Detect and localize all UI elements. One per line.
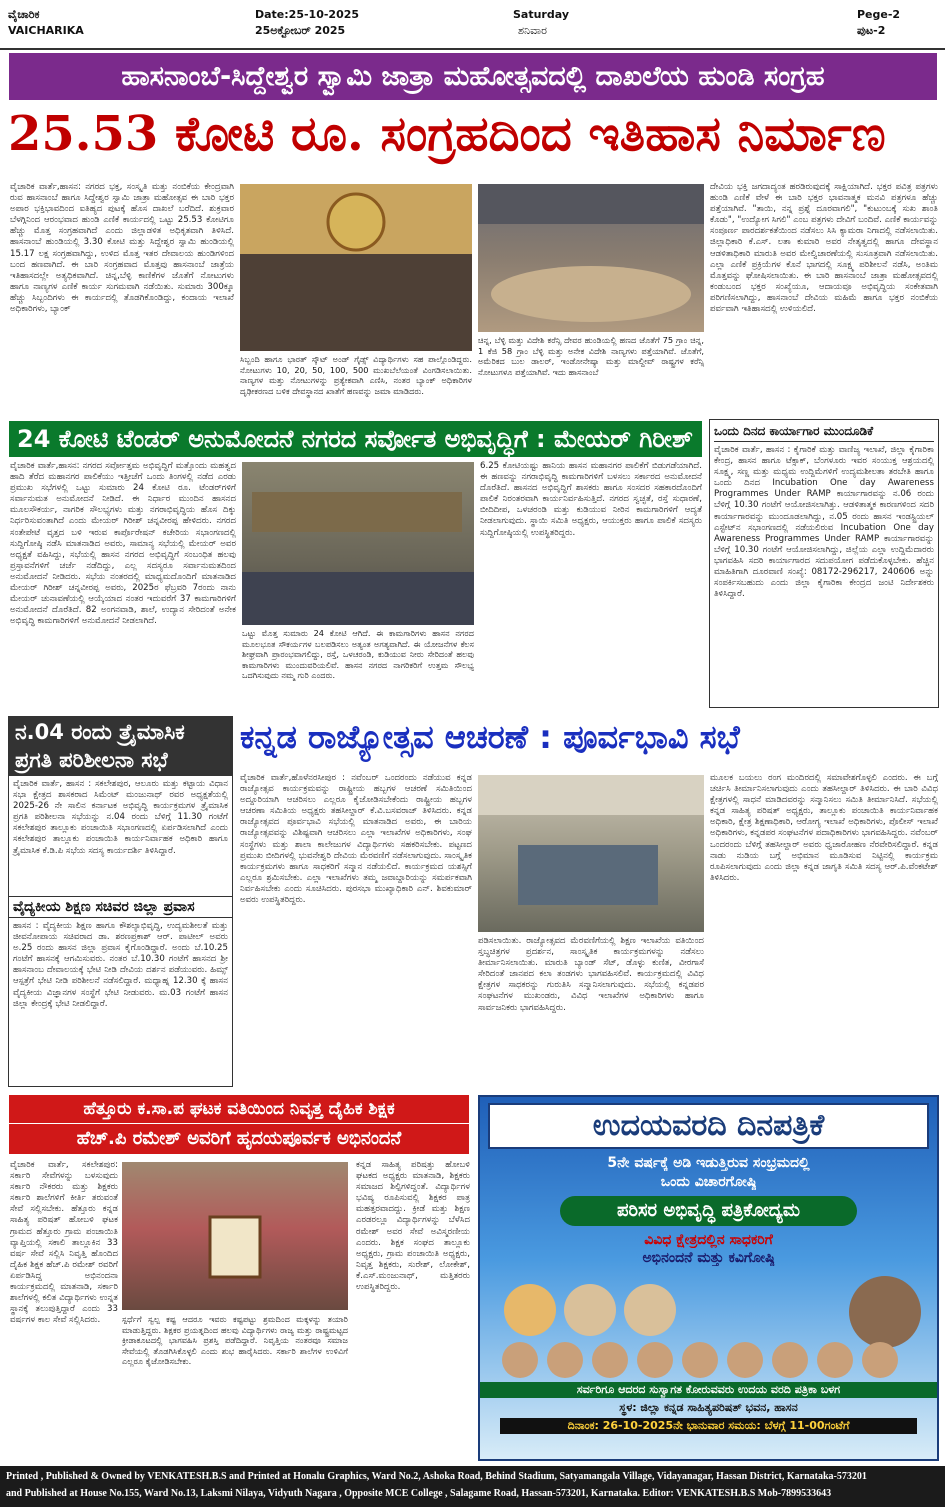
story1-column1: ವೈಚಾರಿಕ ವಾರ್ತೆ,ಹಾಸನ: ನಗರದ ಭಕ್ತ, ಸಂಸ್ಕೃತಿ ಮತ್ತು ನಂಬಿಕೆಯ ಕೇಂದ್ರವಾಗಿ ರುವ ಹಾಸನಾಂಬೆ ಹಾಗೂ ಸಿದ್ದೇಶ್ವರ ಸ್ವಾಮಿ ಜಾತ್ರಾ ಮಹೋತ್ಸವ ಈ ಬಾರಿ ಭಕ್ತರ ಅಪಾರ ಭಕ್ತಿಭಾವದಿಂದ ಐತಿಹ್ಯದ ಪುಟಕ್ಕೆ ಹೊಸ ದಾಖಲೆ ಬರೆದಿದೆ. ಶುಕ್ರವಾರ ಬೆಳಗ್ಗಿನಿಂದ ಆರಂಭವಾದ ಹುಂಡಿ ಎಣಿಕೆ ಕಾರ್ಯದಲ್ಲಿ ಒಟ್ಟು 25.53 ಕೋಟಿಗೂ ಹೆಚ್ಚು ಮೊತ್ತ ಸಂಗ್ರಹವಾಗಿದೆ ಎಂದು ಜಿಲ್ಲಾಡಳಿತ ಅಧಿಕೃತವಾಗಿ ತಿಳಿಸಿದೆ. ಹಾಸನಾಂಬೆ ಹುಂಡಿಯಲ್ಲಿ 3.30 ಕೋಟಿ ಮತ್ತು ಸಿದ್ದೇಶ್ವರ ಸ್ವಾಮಿ ಹುಂಡಿಯಲ್ಲಿ 15.17 ಲಕ್ಷ ಸಂಗ್ರಹವಾಗಿದ್ದು, ಉಳಿದ ಮೊತ್ತ ಇತರ ದೇವಾಲಯ ಹುಂಡಿಗಳಿಂದ ಬಂದ ಹಣವಾಗಿದೆ. ಈ ಬಾರಿ ಸಂಗ್ರಹವಾದ ಮೊತ್ತವು ಹಾಸನಾಂಬೆ ಜಾತ್ರೆಯ ಇತಿಹಾಸದಲ್ಲೇ ಅತ್ಯಧಿಕವಾಗಿದೆ. ಚಿನ್ನ,ಬೆಳ್ಳಿ ಕಾಣಿಕೆಗಳ ಜೊತೆಗೆ ನೋಟುಗಳು ಹಾಗೂ ನಾಣ್ಯಗಳ ಎಣಿಕೆ ಕಾರ್ಯ ಸುಗಮವಾಗಿ ನಡೆಯಿತು. ಸುಮಾರು 300ಕ್ಕೂ ಹೆಚ್ಚು ಸಿಬ್ಬಂದಿಗಳು ಈ ಕಾರ್ಯದಲ್ಲಿ ತೊಡಗಿಕೊಂಡಿದ್ದು, ಕಂದಾಯ ಇಲಾಖೆ ಅಧಿಕಾರಿಗಳು, ಬ್ಯಾಂಕ್ — [10, 182, 234, 315]
page-number-english: Pege-2 — [857, 8, 901, 21]
coin-pile — [491, 266, 691, 322]
quarterly-title-line1: ನ.04 ರಂದು ತ್ರೈಮಾಸಿಕ — [9, 717, 232, 747]
story1-caption1: ಸಿಬ್ಬಂದಿ ಹಾಗೂ ಭಾರತ್ ಸ್ಕೌಟ್ ಅಂಡ್ ಗೈಡ್ಸ್ ವಿದ್ಯಾರ್ಥಿಗಳು ಸಹ ಪಾಲ್ಗೊಂಡಿದ್ದರು. ನೋಟುಗಳು 10, 20, 50, 100, 500 ಮುಖಬೆಲೆಯಂತೆ ವಿಂಗಡಿಸಲಾಯಿತು. ನಾಣ್ಯಗಳ ಮತ್ತು ನೋಟುಗಳನ್ನು ಪ್ರತ್ಯೇಕವಾಗಿ ಎಣಿಸಿ, ನಂತರ ಬ್ಯಾಂಕ್ ಅಧಿಕಾರಿಗಳ ದೃಢೀಕರಣದ ಬಳಿಕ ದೇವಸ್ಥಾನದ ಖಾತೆಗೆ ಹಣವನ್ನು ಜಮಾ ಮಾಡಿದರು. — [240, 354, 472, 396]
felicitation-headline-line1: ಹೆತ್ತೂರು ಕ.ಸಾ.ಪ ಘಟಕ ವತಿಯಿಂದ ನಿವೃತ್ತ ದೈಹಿಕ ಶಿಕ್ಷಕ — [9, 1095, 469, 1123]
rajyotsava-headline: ಕನ್ನಡ ರಾಜ್ಯೋತ್ಸವ ಆಚರಣೆ : ಪೂರ್ವಭಾವಿ ಸಭೆ — [240, 718, 740, 756]
dais — [252, 492, 462, 532]
story1-photo-crowd-art — [240, 184, 472, 351]
felicitation-photo — [122, 1162, 348, 1310]
imprint-footer — [0, 1466, 945, 1507]
rajyotsava-photo-art — [478, 775, 704, 932]
minister-visit-body: ಹಾಸನ : ವೈದ್ಯಕೀಯ ಶಿಕ್ಷಣ ಹಾಗೂ ಕೌಶಲ್ಯಾಭಿವೃದ್ಧಿ, ಉದ್ಯಮಶೀಲತೆ ಮತ್ತು ಜೀವನೋಪಾಯ ಸಚಿವರಾದ ಡಾ. ಶರಣಪ್ರಕಾಶ್ ಆರ್. ಪಾಟೀಲ್ ಅವರು ಅ.25 ರಂದು ಹಾಸನ ಜಿಲ್ಲಾ ಪ್ರವಾಸ ಕೈಗೊಂಡಿದ್ದಾರೆ. ಅಂದು ಬೆ.10.25 ಗಂಟೆಗೆ ಹಾಸನಕ್ಕೆ ಆಗಮಿಸುವರು. ನಂತರ ಬೆ.10.30 ಗಂಟೆಗೆ ಹಾಸನದ ಶ್ರೀ ಹಾಸನಾಂಬ ದೇವಾಲಯಕ್ಕೆ ಭೇಟಿ ನೀಡಿ ದೇವಿಯ ದರ್ಶನ ಪಡೆಯುವರು. ಹಿಮ್ಸ್ ಆಸ್ಪತ್ರೆಗೆ ಭೇಟಿ ನೀಡಿ ಪರಿಶೀಲನೆ ನಡೆಸಲಿದ್ದಾರೆ. ಮಧ್ಯಾಹ್ನ 12.30 ಕ್ಕೆ ಹಾಸನ ವೈದ್ಯಕೀಯ ವಿಜ್ಞಾನಗಳ ಸಂಸ್ಥೆಗೆ ಭೇಟಿ ನೀಡುವರು. ಮ.03 ಗಂಟೆಗೆ ಹಾಸನ ಜಿಲ್ಲಾ ಕೇಂದ್ರಕ್ಕೆ ಭೇಟಿ ನೀಡಲಿದ್ದಾರೆ. — [13, 921, 228, 1009]
story1-photo-crowd — [240, 184, 472, 351]
felicitation-caption: ಸ್ಪರ್ಧೆಗೆ ಸ್ವಲ್ಪ ಕಷ್ಟ ಆದರೂ ಇವರು ಕಷ್ಟಪಟ್ಟು ಶ್ರಮದಿಂದ ಮಕ್ಕಳನ್ನು ತಯಾರಿ ಮಾಡುತ್ತಿದ್ದರು. ಶಿಕ್ಷಕರ ಪ್ರಯತ್ನದಿಂದ ಹಲವು ವಿದ್ಯಾರ್ಥಿಗಳು ರಾಜ್ಯ ಮತ್ತು ರಾಷ್ಟ್ರಮಟ್ಟದ ಕ್ರೀಡಾಕೂಟದಲ್ಲಿ ಭಾಗವಹಿಸಿ ಪ್ರಶಸ್ತಿ ಪಡೆದಿದ್ದಾರೆ. ನಿವೃತ್ತಿಯ ನಂತರವೂ ಸಮಾಜ ಸೇವೆಯಲ್ಲಿ ತೊಡಗಿಸಿಕೊಳ್ಳಲಿ ಎಂದು ಶುಭ ಹಾರೈಸಿದರು. ಸರ್ಕಾರಿ ಶಾಲೆಗಳ ಉಳಿವಿಗೆ ಎಲ್ಲರೂ ಕೈಜೋಡಿಸಬೇಕು. — [122, 1314, 348, 1367]
portrait-row2-9 — [862, 1342, 898, 1378]
quarterly-title-line2: ಪ್ರಗತಿ ಪರಿಶೀಲನಾ ಸಭೆ — [9, 747, 232, 776]
top-banner: ಹಾಸನಾಂಬೆ-ಸಿದ್ದೇಶ್ವರ ಸ್ವಾಮಿ ಜಾತ್ರಾ ಮಹೋತ್ಸವದಲ್ಲಿ ದಾಖಲೆಯ ಹುಂಡಿ ಸಂಗ್ರಹ — [9, 53, 937, 100]
ad-line4: ವಿವಿಧ ಕ್ಷೇತ್ರದಲ್ಲಿನ ಸಾಧಕರಿಗೆ — [644, 1232, 773, 1248]
date-english: Date:25-10-2025 — [255, 8, 360, 21]
felicitation-headline-line2: ಹೆಚ್.ಪಿ ರಮೇಶ್ ಅವರಿಗೆ ಹೃದಯಪೂರ್ವಕ ಅಭಿನಂದನೆ — [9, 1124, 469, 1154]
crowd — [240, 254, 472, 351]
story1-column4: ದೇವಿಯ ಭಕ್ತಿ ಜಗದಾದ್ಯಂತ ಹರಡಿರುವುದಕ್ಕೆ ಸಾಕ್ಷಿಯಾಗಿದೆ. ಭಕ್ತರ ಪವಿತ್ರ ಪತ್ರಗಳು ಹುಂಡಿ ಎಣಿಕೆ ವೇಳೆ ಈ ಬಾರಿ ಭಕ್ತರ ಭಾವನಾತ್ಮಕ ಮನವಿ ಪತ್ರಗಳೂ ಹೆಚ್ಚು ಪತ್ತೆಯಾಗಿವೆ. "ತಾಯಿ, ನನ್ನ ಪ್ರಶ್ನೆ ದೂರವಾಗಲಿ", "ಕುಟುಂಬಕ್ಕೆ ಸುಖ ಶಾಂತಿ ಕೊಡು", "ಉದ್ಯೋಗ ಸಿಗಲಿ" ಎಂಬ ಪತ್ರಗಳು ದೇವಿಗೆ ಬಂದಿವೆ. ಎಣಿಕೆ ಕಾರ್ಯವನ್ನು ಸಂಪೂರ್ಣ ಪಾರದರ್ಶಕತೆಯಿಂದ ನಡೆಸಲು ಸಿಸಿ ಕ್ಯಾಮರಾ ನಿಗಾದಲ್ಲಿ ನಡೆಸಲಾಯಿತು. ಜಿಲ್ಲಾಧಿಕಾರಿ ಕೆ.ಎಸ್. ಲತಾ ಕುಮಾರಿ ಅವರ ನೇತೃತ್ವದಲ್ಲಿ ಹಾಗೂ ದೇವಸ್ಥಾನ ಆಡಳಿತಾಧಿಕಾರಿ ಮಾರುತಿ ಅವರ ಮೇಲ್ವಿಚಾರಣೆಯಲ್ಲಿ ಸುಸೂತ್ರವಾಗಿ ನಡೆಸಲಾಯಿತು. ಎಲ್ಲಾ ಎಣಿಕೆ ಪ್ರಕ್ರಿಯೆಗಳ ಕೊನೆ ಭಾಗದಲ್ಲಿ ಸೂಕ್ಷ್ಮ ಪರಿಶೀಲನೆ ನಡೆಸಿ, ಅಂತಿಮ ಮೊತ್ತವನ್ನು ಘೋಷಿಸಲಾಯಿತು. ಈ ಬಾರಿ ಹಾಸನಾಂಬೆ ಜಾತ್ರಾ ಮಹೋತ್ಸವದಲ್ಲಿ ಕಂಡುಬಂದ ಭಕ್ತರ ಸಂಖ್ಯೆಯೂ, ಆದಾಯವೂ ಅಭಿವೃದ್ಧಿಯ ಸಂಕೇತವಾಗಿ ಪರಿಗಣಿಸಲಾಗಿದ್ದು, ಹಾಸನಾಂಬೆ ದೇವಿಯ ಮಹಿಮೆ ಹಾಗೂ ಭಕ್ತರ ನಂಬಿಕೆಯ ಪರ್ವವಾಗಿ ಇತಿಹಾಸದಲ್ಲಿ ಉಳಿಯಲಿದೆ. — [710, 182, 938, 315]
felicitation-photo-art — [122, 1162, 348, 1310]
honour-frame — [210, 1217, 260, 1277]
meeting-room-wall — [478, 775, 704, 815]
paper-name-kannada: ವೈಚಾರಿಕ — [8, 8, 40, 21]
story2-headline: 24 ಕೋಟಿ ಟೆಂಡರ್ ಅನುಮೋದನೆ ನಗರದ ಸರ್ವೋತ ಅಭಿವೃದ್ಧಿಗೆ : ಮೇಯರ್ ಗಿರೀಶ್ — [9, 421, 702, 457]
portrait-row2-7 — [772, 1342, 808, 1378]
hall-wall — [478, 184, 704, 224]
main-headline: 25.53 ಕೋಟಿ ರೂ. ಸಂಗ್ರಹದಿಂದ ಇತಿಹಾಸ ನಿರ್ಮಾಣ — [8, 110, 886, 162]
paper-name-english: VAICHARIKA — [8, 24, 84, 37]
ad-portraits — [480, 1270, 939, 1380]
portrait-row2-6 — [727, 1342, 763, 1378]
date-kannada: 25ಅಕ್ಟೋಬರ್ 2025 — [255, 24, 346, 37]
imprint-line2: and Published at House No.155, Ward No.13, Laksmi Nilaya, Vidyuth Nagara , Opposite MCE College , Salagame Road, Hassan-573201, Karnataka. Editor: VENKATESH.B.S Mob-7899533643 — [6, 1488, 832, 1499]
story2-column1: ವೈಚಾರಿಕ ವಾರ್ತೆ,ಹಾಸನ: ನಗರದ ಸರ್ವೋತ್ತಮ ಅಭಿವೃದ್ಧಿಗೆ ಮತ್ತೊಂದು ಮಹತ್ವದ ಹಾದಿ ತೆರೆದ ಮಹಾನಗರ ಪಾಲಿಕೆಯು ಇತ್ತೀಚೆಗೆ ಒಂದು ತಿಂಗಳಲ್ಲಿ ನಡೆದ ಎರಡು ಪ್ರಮುಖ ಸಭೆಗಳಲ್ಲಿ ಒಟ್ಟು ಸುಮಾರು 24 ಕೋಟಿ ರೂ. ಟೆಂಡರ್‌ಗಳಿಗೆ ಸರ್ವಾನುಮತ ಅನುಮೋದನೆ ನೀಡಿದೆ. ಈ ನಿರ್ಧಾರ ಮುಂದಿನ ಹಾಸನದ ಮೂಲಸೌಕರ್ಯ, ನಾಗರಿಕ ಸೌಲಭ್ಯಗಳು ಮತ್ತು ನಗರಾಭಿವೃದ್ಧಿಯ ಹೊಸ ದಿಕ್ಕು ನಿರ್ಧರಿಸುವಂತಾಗಿದೆ ಎಂದು ಮೇಯರ್ ಗಿರೀಶ್ ಚನ್ನವೀರಪ್ಪ ಹೇಳಿದರು. ನಗರದ ಸಂತೇಪೇಟೆ ವೃತ್ತದ ಬಳಿ ಇರುವ ಕಾರ್ಪೊರೇಷನ್ ಕಚೇರಿಯ ಸಭಾಂಗಣದಲ್ಲಿ ಸುದ್ದಿಗೋಷ್ಠಿ ನಡೆಸಿ ಮಾತನಾಡಿದ ಅವರು, ಸಾಮಾನ್ಯ ಸಭೆಯಲ್ಲಿ ಮೇಯರ್ ಅವರ ಅಧ್ಯಕ್ಷತೆ ವಹಿಸಿದ್ದು, ಸಭೆಯಲ್ಲಿ ಹಾಸನ ನಗರದ ಅಭಿವೃದ್ಧಿಗೆ ಸಂಬಂಧಿತ ಹಲವು ಪ್ರಸ್ತಾವನೆಗಳಿಗೆ ಚರ್ಚೆ ನಡೆದಿದ್ದು, ಎಲ್ಲ ಸದಸ್ಯರೂ ಸರ್ವಾನುಮತದಿಂದ ಅನುಮೋದನೆ ನೀಡಿದರು. ಸಭೆಯ ನಂತರದಲ್ಲಿ ಮಾಧ್ಯಮದೊಂದಿಗೆ ಮಾತನಾಡಿದ ಮೇಯರ್ ಗಿರೀಶ್ ಚನ್ನವೀರಪ್ಪ ಅವರು, 2025ರ ಫೆಬ್ರವರಿ 7ರಂದು ನಾನು ಮೇಯರ್ ಚುನಾವಣೆಯಲ್ಲಿ ಆಯ್ಕೆಯಾದ ನಂತರ ಇದುವರೆಗೆ 37 ಕಾಮಗಾರಿಗಳಿಗೆ ಅನುಮೋದನೆ ದೊರೆತಿದೆ. 82 ಅಂಗನವಾಡಿ, ಶಾಲೆ, ಉದ್ಯಾನ ಸೇರಿದಂತೆ ಅನೇಕ ಅಭಿವೃದ್ಧಿ ಕಾಮಗಾರಿಗಳಿಗೆ ಅನುಮೋದನೆ ನೀಡಲಾಗಿದೆ. — [10, 461, 236, 627]
audience — [242, 572, 474, 625]
ad-line7: ಸ್ಥಳ: ಜಿಲ್ಲಾ ಕನ್ನಡ ಸಾಹಿತ್ಯಪರಿಷತ್ ಭವನ, ಹಾಸನ — [619, 1401, 798, 1414]
quarterly-review-box — [8, 716, 233, 1087]
story1-caption2: ಚಿನ್ನ, ಬೆಳ್ಳಿ ಮತ್ತು ವಿದೇಶಿ ಕರೆನ್ಸಿ ದೇವರ ಹುಂಡಿಯಲ್ಲಿ ಹಣದ ಜೊತೆಗೆ 75 ಗ್ರಾಂ ಚಿನ್ನ, 1 ಕೆಜಿ 58 ಗ್ರಾಂ ಬೆಳ್ಳಿ ಮತ್ತು ಅನೇಕ ವಿದೇಶಿ ನಾಣ್ಯಗಳು ಪತ್ತೆಯಾಗಿವೆ. ಜೊತೆಗೆ, ಅಮೆರಿಕದ ಬುಲ ಡಾಲರ್, ಇಂಡೋನೇಷ್ಯಾ ಮತ್ತು ಮಾಲ್ದೀವ್ ರಾಷ್ಟ್ರಗಳ ಕರೆನ್ಸಿ ನೋಟುಗಳೂ ಪತ್ತೆಯಾಗಿವೆ. ಇದು ಹಾಸನಾಂಬೆ — [478, 335, 704, 377]
day-kannada: ಶನಿವಾರ — [518, 24, 547, 37]
story2-photo-art — [242, 462, 474, 625]
portrait-row2-2 — [547, 1342, 583, 1378]
temple-arch — [328, 194, 384, 250]
portrait-row2-1 — [502, 1342, 538, 1378]
ad-line1: 5ನೇ ವರ್ಷಕ್ಕೆ ಅಡಿ ಇಡುತ್ತಿರುವ ಸಂಭ್ರಮದಲ್ಲಿ — [607, 1155, 810, 1171]
quarterly-body: ವೈಚಾರಿಕ ವಾರ್ತೆ, ಹಾಸನ : ಸಕಲೇಶಪುರ, ಆಲೂರು ಮತ್ತು ಕಟ್ಟಾಯ ವಿಧಾನ ಸಭಾ ಕ್ಷೇತ್ರದ ಶಾಸಕರಾದ ಸಿಮೆಂಟ್ ಮಂಜುನಾಥ್ ರವರ ಅಧ್ಯಕ್ಷತೆಯಲ್ಲಿ 2025-26 ನೇ ಸಾಲಿನ ಕರ್ನಾಟಕ ಅಭಿವೃದ್ಧಿ ಕಾರ್ಯಕ್ರಮಗಳ ತ್ರೈಮಾಸಿಕ ಪ್ರಗತಿ ಪರಿಶೀಲನಾ ಸಭೆಯನ್ನು ನ.04 ರಂದು ಬೆಳಿಗ್ಗೆ 11.30 ಗಂಟೆಗೆ ಸಕಲೇಶಪುರ ತಾಲ್ಲೂಕು ಪಂಚಾಯಿತಿ ಸಭಾಂಗಣದಲ್ಲಿ ಏರ್ಪಡಿಸಲಾಗಿದೆ ಎಂದು ಸಕಲೇಶಪುರ ತಾಲ್ಲೂಕು ಪಂಚಾಯಿತಿ ಕಾರ್ಯನಿರ್ವಾಹಕ ಅಧಿಕಾರಿ ಹಾಗೂ ತ್ರೈಮಾಸಿಕ ಕೆ.ಡಿ.ಪಿ ಸಭೆಯ ಸದಸ್ಯ ಕಾರ್ಯದರ್ಶಿ ತಿಳಿಸಿದ್ದಾರೆ. — [13, 779, 228, 856]
story1-photo-counting-art — [478, 184, 704, 332]
story1-photo-counting — [478, 184, 704, 332]
meeting-table — [518, 845, 658, 905]
advertisement — [478, 1095, 939, 1461]
portrait-2 — [564, 1284, 616, 1336]
felicitation-column3: ಕನ್ನಡ ಸಾಹಿತ್ಯ ಪರಿಷತ್ತು ಹೋಬಳಿ ಘಟಕದ ಅಧ್ಯಕ್ಷರು ಮಾತನಾಡಿ, ಶಿಕ್ಷಕರು ಸಮಾಜದ ಶಿಲ್ಪಿಗಳಿದ್ದಂತೆ. ವಿದ್ಯಾರ್ಥಿಗಳ ಭವಿಷ್ಯ ರೂಪಿಸುವಲ್ಲಿ ಶಿಕ್ಷಕರ ಪಾತ್ರ ಮಹತ್ತರವಾದದ್ದು. ಕ್ರೀಡೆ ಮತ್ತು ಶಿಕ್ಷಣ ಎರಡರಲ್ಲೂ ವಿದ್ಯಾರ್ಥಿಗಳನ್ನು ಬೆಳೆಸಿದ ರಮೇಶ್ ಅವರ ಸೇವೆ ಅವಿಸ್ಮರಣೀಯ ಎಂದರು. ಶಿಕ್ಷಕ ಸಂಘದ ತಾಲ್ಲೂಕು ಅಧ್ಯಕ್ಷರು, ಗ್ರಾಮ ಪಂಚಾಯಿತಿ ಅಧ್ಯಕ್ಷರು, ನಿವೃತ್ತ ಶಿಕ್ಷಕರು, ಸುರೇಶ್, ಲೋಕೇಶ್, ಕೆ.ಎಸ್.ಮಂಜುನಾಥ್, ಮತ್ತಿತರರು ಉಪಸ್ಥಿತರಿದ್ದರು. — [356, 1160, 470, 1293]
ad-title: ಉದಯವರದಿ ದಿನಪತ್ರಿಕೆ — [488, 1103, 929, 1149]
felicitation-column1: ವೈಚಾರಿಕ ವಾರ್ತೆ, ಸಕಲೇಶಪುರ: ಸರ್ಕಾರಿ ಸೇವೆಗಳನ್ನು ಬಳಸುವುದು ಸರ್ಕಾರಿ ನೌಕರರು ಮತ್ತು ಶಿಕ್ಷಕರು ಸರ್ಕಾರಿ ಶಾಲೆಗಳಿಗೆ ಕೀರ್ತಿ ತರುವಂತೆ ಸೇವೆ ಸಲ್ಲಿಸಬೇಕು. ಹೆತ್ತೂರು ಕನ್ನಡ ಸಾಹಿತ್ಯ ಪರಿಷತ್ ಹೋಬಳಿ ಘಟಕ ಗ್ರಾಮದ ಹೆತ್ತೂರು ಗ್ರಾಮ ಪಂಚಾಯಿತಿ ವ್ಯಾಪ್ತಿಯಲ್ಲಿ ಸಕಾಲಿ ತಾಲ್ಲೂಕಿನ 33 ವರ್ಷ ಸೇವೆ ಸಲ್ಲಿಸಿ ನಿವೃತ್ತಿ ಹೊಂದಿದ ದೈಹಿಕ ಶಿಕ್ಷಕ ಹೆಚ್.ಪಿ ರಮೇಶ್ ರವರಿಗೆ ಏರ್ಪಡಿಸಿದ್ದ ಅಭಿನಂದನಾ ಕಾರ್ಯಕ್ರಮದಲ್ಲಿ ಮಾತನಾಡಿ, ಸರ್ಕಾರಿ ಶಾಲೆಗಳಲ್ಲಿ ಕಲಿತ ವಿದ್ಯಾರ್ಥಿಗಳು ಉನ್ನತ ಸ್ಥಾನಕ್ಕೆ ತಲುಪುತ್ತಿದ್ದಾರೆ ಎಂದು 33 ವರ್ಷಗಳ ಕಾಲ ಸೇವೆ ಸಲ್ಲಿಸಿದರು. — [10, 1160, 118, 1326]
ad-line3: ಪರಿಸರ ಅಭಿವೃದ್ಧಿ ಪತ್ರಿಕೋದ್ಯಮ — [560, 1196, 857, 1226]
masthead — [0, 0, 945, 50]
ad-line2: ಒಂದು ವಿಚಾರಗೋಷ್ಠಿ — [660, 1174, 757, 1190]
workshop-notice-box — [709, 419, 939, 708]
story2-column3: 6.25 ಕೋಟಿಯಷ್ಟು ಹಾನಿಯ ಹಾಸನ ಮಹಾನಗರ ಪಾಲಿಕೆಗೆ ಬಿಡುಗಡೆಯಾಗಿದೆ. ಈ ಹಣವನ್ನು ನಗರಾಭಿವೃದ್ಧಿ ಕಾಮಗಾರಿಗಳಿಗೆ ಬಳಸಲು ಸರ್ಕಾರದ ಅನುಮೋದನೆ ದೊರೆತಿದೆ. ಹಾಸನದ ಅಭಿವೃದ್ಧಿಗೆ ಶಾಸಕರು ಹಾಗೂ ಸಂಸದರ ಸಹಕಾರದೊಂದಿಗೆ ಪಾಲಿಕೆ ನಿರಂತರವಾಗಿ ಕಾರ್ಯನಿರ್ವಹಿಸುತ್ತಿದೆ. ನಗರದ ಸ್ವಚ್ಛತೆ, ರಸ್ತೆ ಸುಧಾರಣೆ, ಬೀದಿದೀಪ, ಒಳಚರಂಡಿ ಮತ್ತು ಕುಡಿಯುವ ನೀರಿನ ಕಾಮಗಾರಿಗಳಿಗೆ ಆದ್ಯತೆ ನೀಡಲಾಗುವುದು. ಸ್ಥಾಯಿ ಸಮಿತಿ ಅಧ್ಯಕ್ಷರು, ಆಯುಕ್ತರು ಹಾಗೂ ಪಾಲಿಕೆ ಸದಸ್ಯರು ಸುದ್ದಿಗೋಷ್ಠಿಯಲ್ಲಿ ಉಪಸ್ಥಿತರಿದ್ದರು. — [480, 461, 702, 538]
imprint-line1: Printed , Published & Owned by VENKATESH.B.S and Printed at Honalu Graphics, Ward No.2, Ashoka Road, Behind Stadium, Satyamangala Village, Vidayanagar, Hassan District, Karnataka-573201 — [6, 1471, 867, 1482]
day-english: Saturday — [513, 8, 569, 21]
ad-line8: ದಿನಾಂಕ: 26-10-2025ನೇ ಭಾನುವಾರ ಸಮಯ: ಬೆಳಗ್ಗೆ 11-00ಗಂಟೆಗೆ — [500, 1418, 917, 1434]
portrait-row2-8 — [817, 1342, 853, 1378]
rajyotsava-column1: ವೈಚಾರಿಕ ವಾರ್ತೆ,ಹೊಳೆನರಸೀಪುರ : ನವೆಂಬರ್ ಒಂದರಂದು ನಡೆಯುವ ಕನ್ನಡ ರಾಜ್ಯೋತ್ಸವ ಕಾರ್ಯಕ್ರಮವನ್ನು ರಾಷ್ಟ್ರೀಯ ಹಬ್ಬಗಳ ಆಚರಣೆ ಸಮಿತಿಯಿಂದ ಅದ್ದೂರಿಯಾಗಿ ಆಚರಿಸಲು ಎಲ್ಲರೂ ಕೈಜೋಡಿಸಬೇಕೆಂದು ರಾಷ್ಟ್ರೀಯ ಹಬ್ಬಗಳ ಆಚರಣಾ ಸಮಿತಿಯ ಅಧ್ಯಕ್ಷರು ತಹಸೀಲ್ದಾರ್ ಕೆ.ವಿ.ಬಸವರಾಜ್ ತಿಳಿಸಿದರು. ಕನ್ನಡ ರಾಜ್ಯೋತ್ಸವದ ಪೂರ್ವಭಾವಿ ಸಭೆಯಲ್ಲಿ ಮಾತನಾಡಿದ ಅವರು, ಈ ಬಾರಿಯ ರಾಜ್ಯೋತ್ಸವವನ್ನು ವಿಶಿಷ್ಟವಾಗಿ ಆಚರಿಸಲು ಎಲ್ಲಾ ಇಲಾಖೆಗಳ ಅಧಿಕಾರಿಗಳು, ಸಂಘ ಸಂಸ್ಥೆಗಳು ಮತ್ತು ಶಾಲಾ ಕಾಲೇಜುಗಳ ವಿದ್ಯಾರ್ಥಿಗಳು ಸಹಕರಿಸಬೇಕು. ಪಟ್ಟಣದ ಪ್ರಮುಖ ಬೀದಿಗಳಲ್ಲಿ ಭುವನೇಶ್ವರಿ ದೇವಿಯ ಮೆರವಣಿಗೆ ನಡೆಸಲಾಗುವುದು. ಸಾಂಸ್ಕೃತಿಕ ಕಾರ್ಯಕ್ರಮಗಳು ಹಾಗೂ ಸಾಧಕರಿಗೆ ಸನ್ಮಾನ ನಡೆಯಲಿದೆ. ಕಾರ್ಯಕ್ರಮದ ಯಶಸ್ಸಿಗೆ ಎಲ್ಲರೂ ಶ್ರಮಿಸಬೇಕು. ಎಲ್ಲಾ ಇಲಾಖೆಗಳು ತಮ್ಮ ಜವಾಬ್ದಾರಿಯನ್ನು ಸಮರ್ಪಕವಾಗಿ ನಿರ್ವಹಿಸಬೇಕು ಎಂದು ಸೂಚಿಸಿದರು. ಪುರಸಭಾ ಮುಖ್ಯಾಧಿಕಾರಿ ಎನ್. ಶಿವಕುಮಾರ್ ಅವರು ಉಪಸ್ಥಿತರಿದ್ದರು. — [240, 773, 472, 906]
portrait-row2-5 — [682, 1342, 718, 1378]
rajyotsava-column2: ಪಡಿಸಲಾಯಿತು. ರಾಜ್ಯೋತ್ಸವದ ಮೆರವಣಿಗೆಯಲ್ಲಿ ಶಿಕ್ಷಣ ಇಲಾಖೆಯ ವತಿಯಿಂದ ಸ್ತಬ್ಧಚಿತ್ರಗಳ ಪ್ರದರ್ಶನ, ಸಾಂಸ್ಕೃತಿಕ ಕಾರ್ಯಕ್ರಮಗಳನ್ನು ನಡೆಸಲು ತೀರ್ಮಾನಿಸಲಾಯಿತು. ಮಾರುತಿ ಬ್ಯಾಂಡ್ ಸೆಟ್, ಡೊಳ್ಳು ಕುಣಿತ, ವೀರಗಾಸೆ ಸೇರಿದಂತೆ ಜಾನಪದ ಕಲಾ ತಂಡಗಳು ಭಾಗವಹಿಸಲಿವೆ. ಕಾರ್ಯಕ್ರಮದಲ್ಲಿ ವಿವಿಧ ಕ್ಷೇತ್ರಗಳ ಸಾಧಕರನ್ನು ಗುರುತಿಸಿ ಸನ್ಮಾನಿಸಲಾಗುವುದು. ಸಭೆಯಲ್ಲಿ ಕನ್ನಡಪರ ಸಂಘಟನೆಗಳ ಮುಖಂಡರು, ವಿವಿಧ ಇಲಾಖೆಗಳ ಅಧಿಕಾರಿಗಳು ಹಾಗೂ ಸಾರ್ವಜನಿಕರು ಭಾಗವಹಿಸಿದ್ದರು. — [478, 936, 704, 1013]
rajyotsava-photo — [478, 775, 704, 932]
ad-line6: ಸರ್ವರಿಗೂ ಆದರದ ಸುಸ್ವಾಗತ ಕೋರುವವರು ಉದಯ ವರದಿ ಪತ್ರಿಕಾ ಬಳಗ — [480, 1382, 937, 1398]
workshop-notice-body: ವೈಚಾರಿಕ ವಾರ್ತೆ, ಹಾಸನ : ಕೈಗಾರಿಕೆ ಮತ್ತು ವಾಣಿಜ್ಯ ಇಲಾಖೆ, ಜಿಲ್ಲಾ ಕೈಗಾರಿಕಾ ಕೇಂದ್ರ, ಹಾಸನ ಹಾಗೂ ಟೆಕ್ಸಾಕ್, ಬೆಂಗಳೂರು ಇವರ ಸಂಯುಕ್ತ ಆಶ್ರಯದಲ್ಲಿ ಸೂಕ್ಷ್ಮ, ಸಣ್ಣ ಮತ್ತು ಮಧ್ಯಮ ಉದ್ದಿಮೆಗಳಿಗೆ ಉದ್ಯಮಶೀಲತಾ ತರಬೇತಿ ಹಾಗೂ ಒಂದು ದಿನದ Incubation One day Awareness Programmes Under RAMP ಕಾರ್ಯಾಗಾರವನ್ನು ನ.06 ರಂದು ಬೆಳಿಗ್ಗೆ 10.30 ಗಂಟೆಗೆ ಆಯೋಜಿಸಲಾಗಿತ್ತು. ಆಡಳಿತಾತ್ಮಕ ಕಾರಣಗಳಿಂದ ಸದರಿ ಕಾರ್ಯಾಗಾರವನ್ನು ಮುಂದೂಡಲಾಗಿದ್ದು, ನ.05 ರಂದು ಹಾಸನ ಇಂಡಸ್ಟ್ರಿಯಲ್ ಎಸ್ಟೇಟ್‌ನ ಸಭಾಂಗಣದಲ್ಲಿ ನಡೆಯಲಿರುವ Incubation One day Awareness Programmes Under RAMP ಕಾರ್ಯಾಗಾರವನ್ನು ಬೆಳಿಗ್ಗೆ 10.30 ಗಂಟೆಗೆ ಆಯೋಜಿಸಲಾಗಿದ್ದು, ಜಿಲ್ಲೆಯ ಎಲ್ಲಾ ಉದ್ದಿಮೆದಾರರು ಭಾಗವಹಿಸಿ ಸದರಿ ಕಾರ್ಯಾಗಾರದ ಸದುಪಯೋಗ ಪಡೆದುಕೊಳ್ಳಬೇಕು. ಹೆಚ್ಚಿನ ಮಾಹಿತಿಗಾಗಿ ದೂರವಾಣಿ ಸಂಖ್ಯೆ: 08172-296217, 240606 ಅನ್ನು ಸಂಪರ್ಕಿಸಬಹುದು ಎಂದು ಜಿಲ್ಲಾ ಕೈಗಾರಿಕಾ ಕೇಂದ್ರದ ಜಂಟಿ ನಿರ್ದೇಶಕರು ತಿಳಿಸಿದ್ದಾರೆ. — [714, 445, 934, 600]
rajyotsava-column3: ಮೂಲಕ ಬಯಲು ರಂಗ ಮಂದಿರದಲ್ಲಿ ಸಮಾವೇಶಗೊಳ್ಳಲಿ ಎಂದರು. ಈ ಬಗ್ಗೆ ಚರ್ಚಿಸಿ ತೀರ್ಮಾನಿಸಲಾಗುವುದು ಎಂದು ತಹಸೀಲ್ದಾರ್ ತಿಳಿಸಿದರು. ಈ ಬಾರಿ ವಿವಿಧ ಕ್ಷೇತ್ರಗಳಲ್ಲಿ ಸಾಧನೆ ಮಾಡಿದವರನ್ನು ಸನ್ಮಾನಿಸಲು ಸಮಿತಿ ತೀರ್ಮಾನಿಸಿದೆ. ಸಭೆಯಲ್ಲಿ ಕನ್ನಡ ಸಾಹಿತ್ಯ ಪರಿಷತ್ ಅಧ್ಯಕ್ಷರು, ತಾಲ್ಲೂಕು ಪಂಚಾಯಿತಿ ಕಾರ್ಯನಿರ್ವಾಹಕ ಅಧಿಕಾರಿ, ಕ್ಷೇತ್ರ ಶಿಕ್ಷಣಾಧಿಕಾರಿ, ಆರೋಗ್ಯ ಇಲಾಖೆ ಅಧಿಕಾರಿಗಳು, ಪೊಲೀಸ್ ಇಲಾಖೆ ಅಧಿಕಾರಿಗಳು, ಕನ್ನಡಪರ ಸಂಘಟನೆಗಳ ಪದಾಧಿಕಾರಿಗಳು ಭಾಗವಹಿಸಿದ್ದರು. ನವೆಂಬರ್ ಒಂದರಂದು ಬೆಳಿಗ್ಗೆ ತಹಸೀಲ್ದಾರ್ ಅವರು ಧ್ವಜಾರೋಹಣ ನೆರವೇರಿಸಲಿದ್ದಾರೆ. ಕನ್ನಡ ನಾಡು ನುಡಿಯ ಬಗ್ಗೆ ಅಭಿಮಾನ ಮೂಡಿಸುವ ನಿಟ್ಟಿನಲ್ಲಿ ಕಾರ್ಯಕ್ರಮ ರೂಪಿಸಲಾಗುವುದು ಎಂದು ಜಿಲ್ಲಾ ಕನ್ನಡ ಜಾಗೃತಿ ಸಮಿತಿ ಸದಸ್ಯ ಆರ್.ಪಿ.ವೆಂಕಟೇಶ್ ತಿಳಿಸಿದರು. — [710, 773, 938, 883]
workshop-notice-title: ಒಂದು ದಿನದ ಕಾರ್ಯಾಗಾರ ಮುಂದೂಡಿಕೆ — [714, 424, 934, 442]
portrait-3 — [624, 1284, 676, 1336]
story2-caption: ಒಟ್ಟು ಮೊತ್ತ ಸುಮಾರು 24 ಕೋಟಿ ಆಗಿದೆ. ಈ ಕಾಮಗಾರಿಗಳು ಹಾಸನ ನಗರದ ಮೂಲಭೂತ ಸೌಕರ್ಯಗಳ ಬಲಪಡಿಸಲು ಅತ್ಯಂತ ಅಗತ್ಯವಾಗಿದೆ. ಈ ಯೋಜನೆಗಳ ಕೆಲಸ ಶೀಘ್ರವಾಗಿ ಪ್ರಾರಂಭವಾಗಲಿದ್ದು, ರಸ್ತೆ, ಒಳಚರಂಡಿ, ಕುಡಿಯುವ ನೀರು ಸೇರಿದಂತೆ ಹಲವು ಕಾಮಗಾರಿಗಳು ಮುಂದುವರಿಯಲಿವೆ. ಹಾಸನ ನಗರದ ನಾಗರಿಕರಿಗೆ ಉತ್ತಮ ಸೌಲಭ್ಯ ಒದಗಿಸುವುದು ನಮ್ಮ ಗುರಿ ಎಂದರು. — [242, 628, 474, 681]
portrait-row2-3 — [592, 1342, 628, 1378]
story2-photo-meeting — [242, 462, 474, 625]
portrait-1 — [504, 1284, 556, 1336]
ad-line5: ಅಭಿನಂದನೆ ಮತ್ತು ಕವಿಗೋಷ್ಠಿ — [642, 1250, 775, 1266]
minister-visit-title: ವೈದ್ಯಕೀಯ ಶಿಕ್ಷಣ ಸಚಿವರ ಜಿಲ್ಲಾ ಪ್ರವಾಸ — [9, 896, 232, 918]
page-number-kannada: ಪುಟ-2 — [857, 24, 886, 37]
portrait-row2-4 — [637, 1342, 673, 1378]
portrait-main — [849, 1276, 921, 1348]
